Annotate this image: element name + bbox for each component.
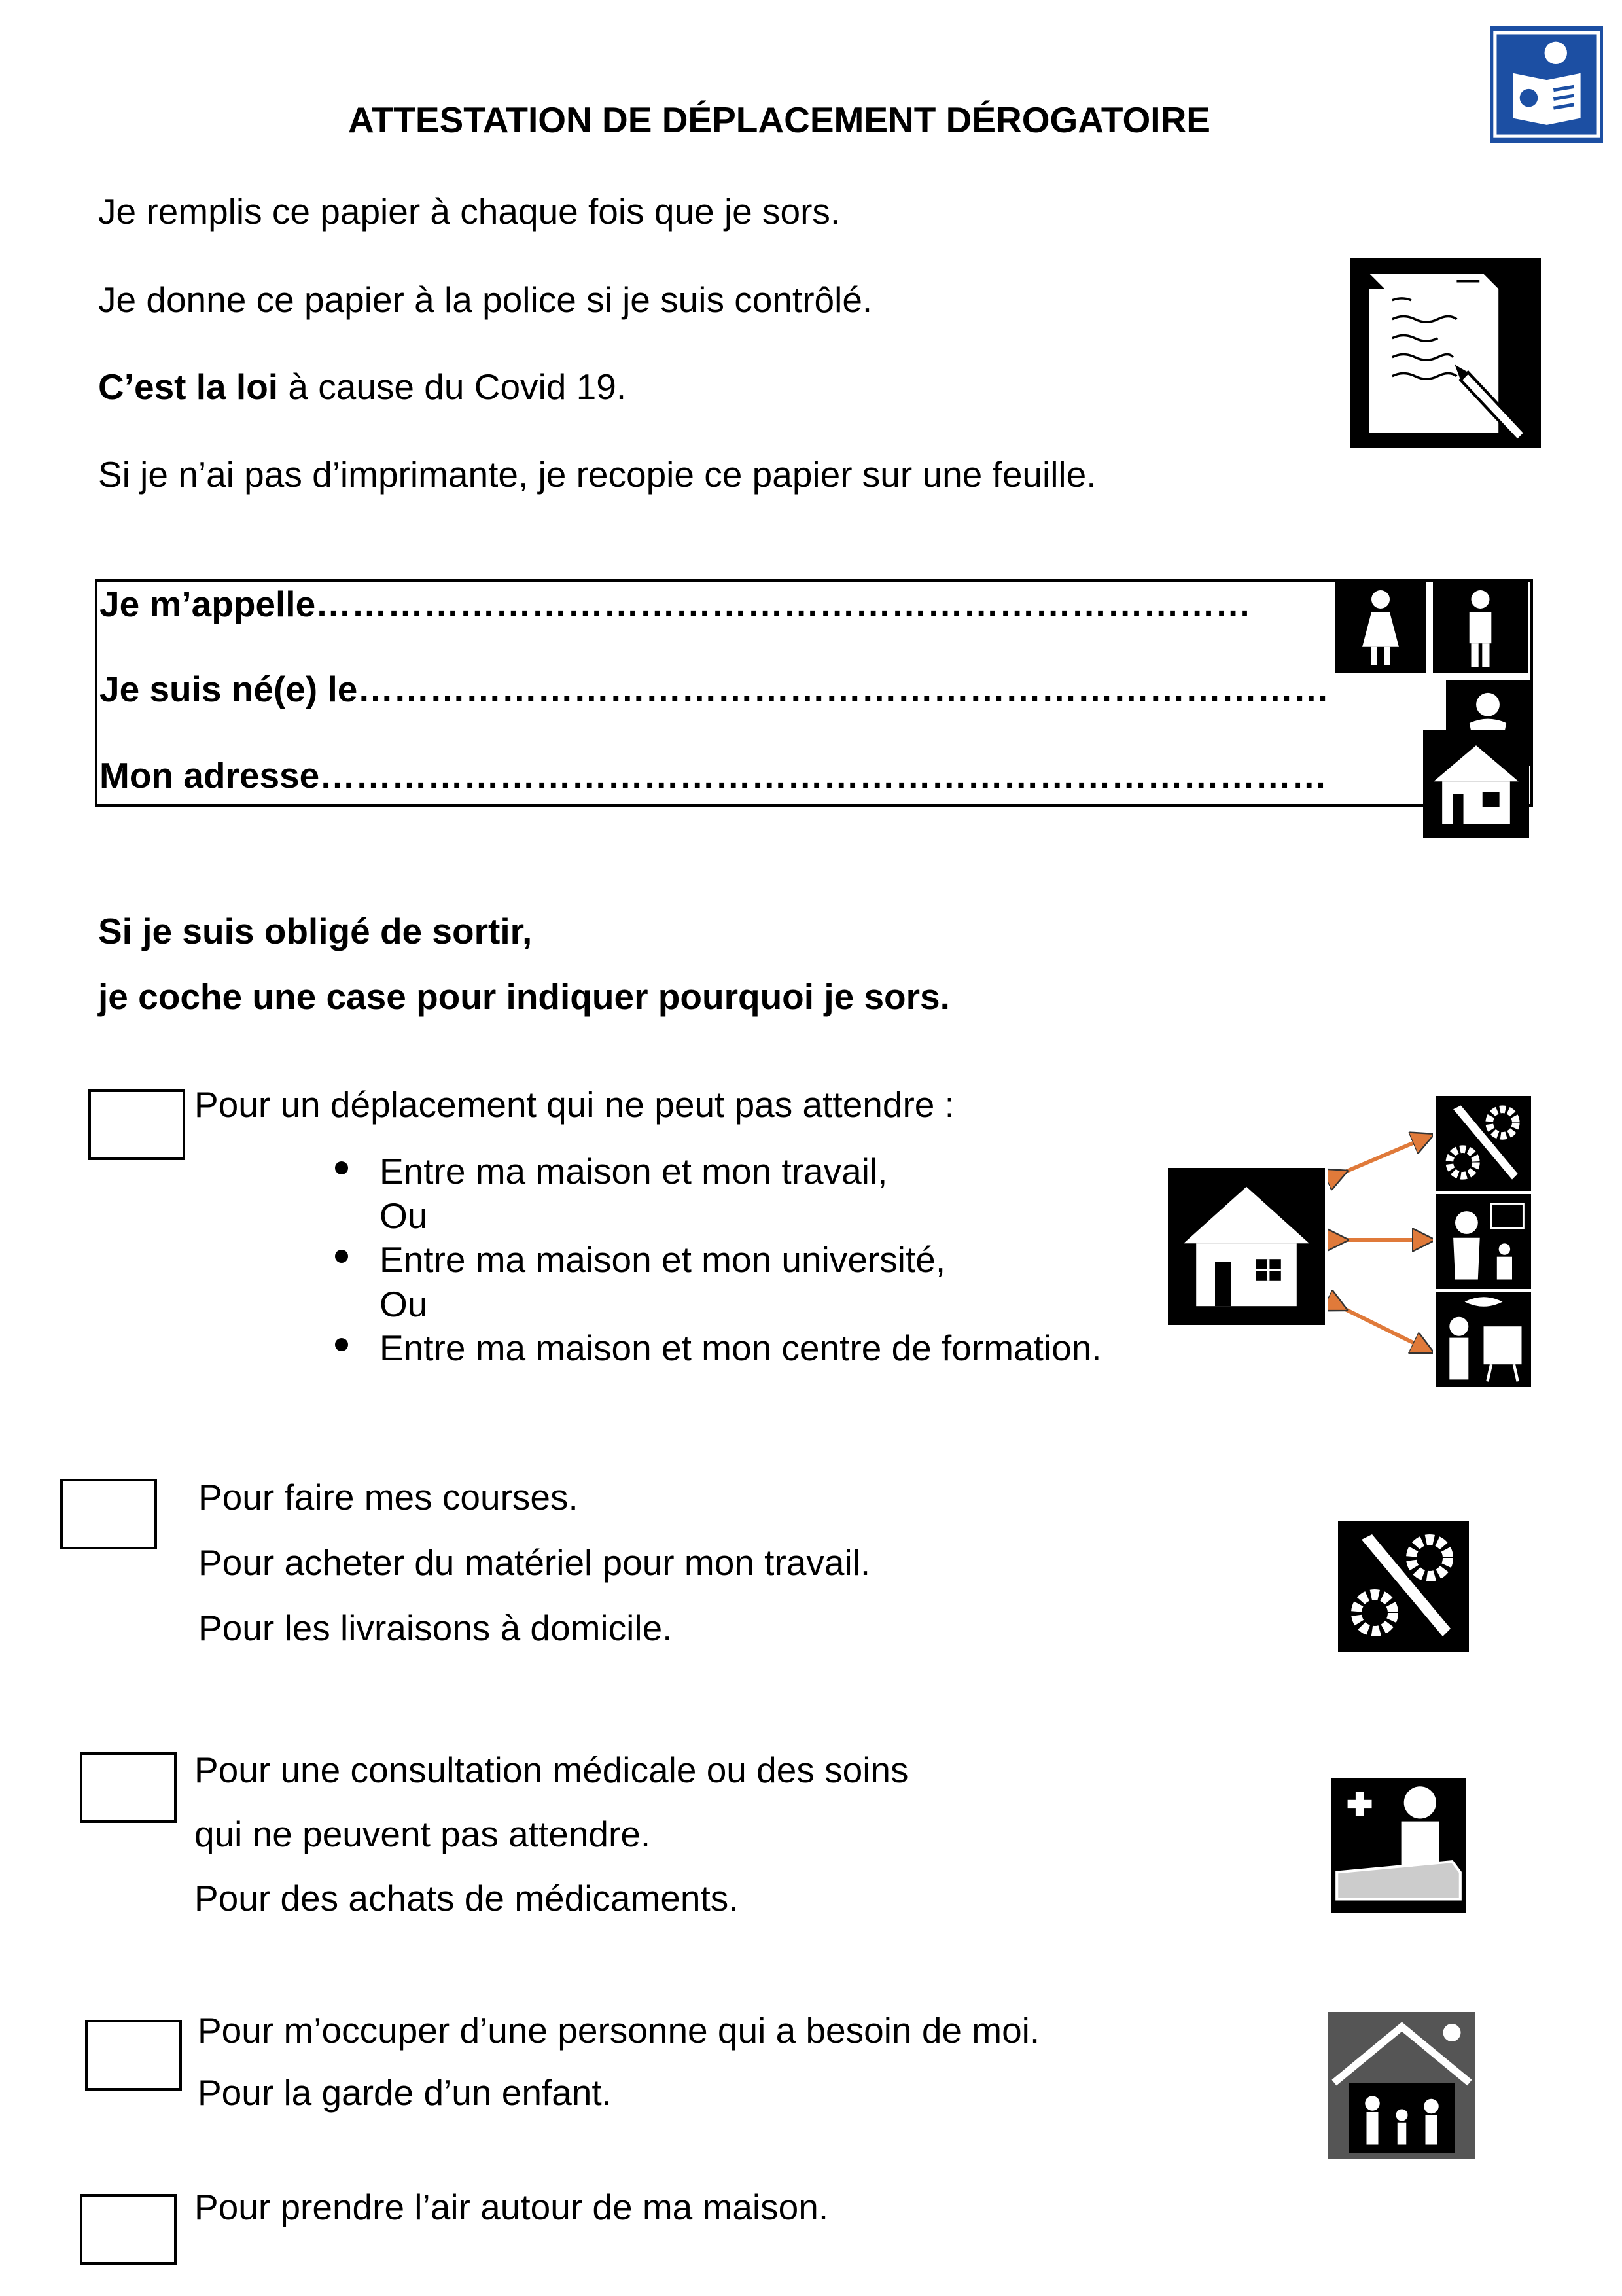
teacher-icon (1436, 1292, 1531, 1387)
instruction-line-2: je coche une case pour indiquer pourquoi je sors. (98, 976, 950, 1017)
easy-to-read-logo-icon (1490, 26, 1603, 143)
intro-law-bold: C’est la loi (98, 366, 279, 407)
intro-law-rest: à cause du Covid 19. (278, 366, 627, 407)
student-icon (1436, 1194, 1531, 1289)
reason-4-checkbox[interactable] (85, 2020, 182, 2091)
tools-gears-icon (1338, 1521, 1469, 1652)
reason-4-line-1: Pour m’occuper d’une personne qui a besoin de moi. (198, 2010, 1040, 2051)
reason-3-checkbox[interactable] (80, 1752, 177, 1823)
reason-2-line-3: Pour les livraisons à domicile. (198, 1608, 673, 1648)
arrows-graphic (1328, 1125, 1433, 1374)
tools-gears-icon (1436, 1096, 1531, 1191)
birthdate-field[interactable]: Je suis né(e) le……………………………………………………………………… (99, 669, 1330, 709)
house-icon (1168, 1168, 1325, 1325)
reason-1-or-2: Ou (379, 1284, 428, 1324)
reason-3-line-1: Pour une consultation médicale ou des soins (194, 1750, 909, 1790)
family-home-icon (1328, 2012, 1475, 2159)
instruction-line-1: Si je suis obligé de sortir, (98, 911, 533, 951)
reason-5-line-1: Pour prendre l’air autour de ma maison. (194, 2187, 829, 2227)
man-icon (1433, 581, 1528, 673)
reason-1-work: Entre ma maison et mon travail, (379, 1151, 888, 1192)
reason-2-checkbox[interactable] (60, 1479, 157, 1549)
page-title: ATTESTATION DE DÉPLACEMENT DÉROGATOIRE (348, 99, 1210, 140)
reason-5-checkbox[interactable] (80, 2194, 177, 2265)
bullet-dot (335, 1338, 348, 1351)
intro-line-1: Je remplis ce papier à chaque fois que je sors. (98, 191, 841, 232)
reason-4-line-2: Pour la garde d’un enfant. (198, 2072, 612, 2113)
reason-2-line-1: Pour faire mes courses. (198, 1477, 578, 1517)
reason-2-line-2: Pour acheter du matériel pour mon travail. (198, 1542, 871, 1583)
doctor-icon (1331, 1778, 1466, 1913)
intro-line-4: Si je n’ai pas d’imprimante, je recopie ce papier sur une feuille. (98, 454, 1097, 495)
reason-3-line-2: qui ne peuvent pas attendre. (194, 1814, 651, 1854)
reason-1-or-1: Ou (379, 1195, 428, 1236)
reason-1-text: Pour un déplacement qui ne peut pas attendre : (194, 1084, 955, 1125)
document-pen-icon (1350, 258, 1541, 448)
address-field[interactable]: Mon adresse………………………………………………………………………… (99, 755, 1328, 796)
intro-line-2: Je donne ce papier à la police si je suis contrôlé. (98, 279, 873, 320)
woman-icon (1335, 581, 1426, 673)
reason-3-line-3: Pour des achats de médicaments. (194, 1878, 739, 1918)
bullet-dot (335, 1250, 348, 1263)
name-field[interactable]: Je m’appelle…………………………………………………………………… (99, 584, 1252, 624)
reason-1-university: Entre ma maison et mon université, (379, 1239, 946, 1280)
house-icon (1423, 730, 1529, 838)
intro-line-3 (98, 365, 626, 408)
reason-1-checkbox[interactable] (88, 1089, 185, 1160)
bullet-dot (335, 1161, 348, 1174)
reason-1-training: Entre ma maison et mon centre de formation. (379, 1328, 1102, 1368)
